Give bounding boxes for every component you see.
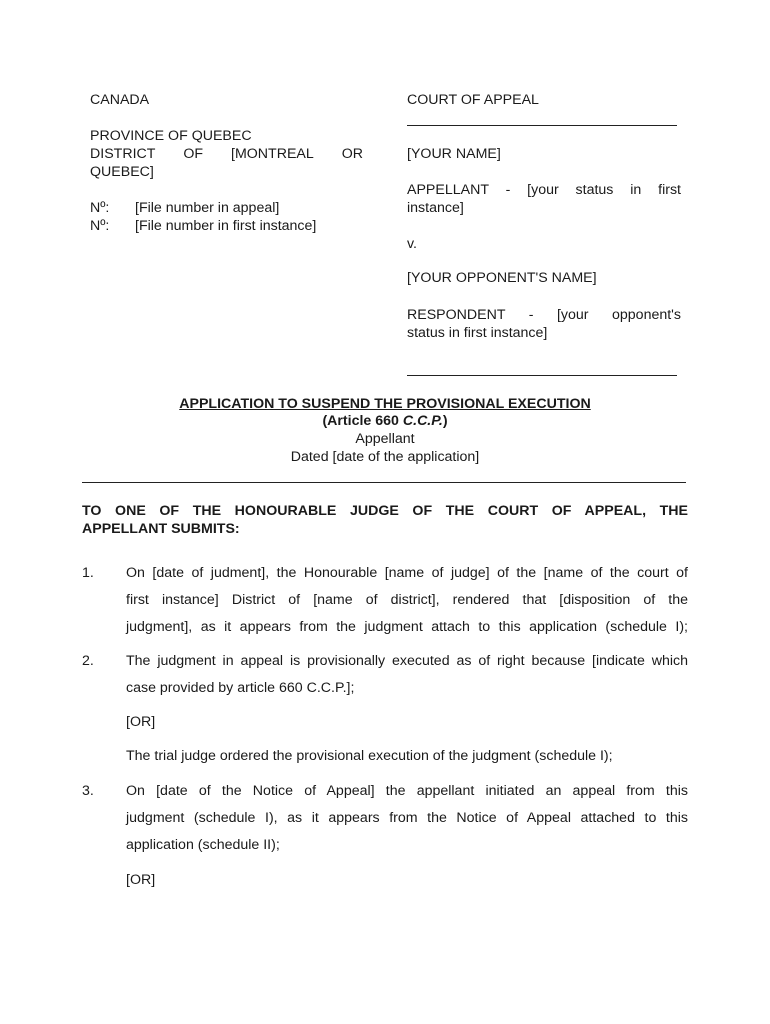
paragraph-number: 3. [82,783,94,799]
respondent-name: [YOUR OPPONENT'S NAME] [407,270,597,286]
paragraph-line: On [date of the Notice of Appeal] the appellant initiated an appeal from this [126,783,688,799]
versus-label: v. [407,236,417,252]
district-line [90,146,363,162]
paragraph-line: first instance] District of [name of district], rendered that [disposition of the [126,592,688,608]
country-label: CANADA [90,92,150,108]
respondent-status-cont: status in first instance] [407,325,548,341]
title-rule [82,482,686,483]
paragraph-1 [126,565,688,646]
address-line-2: APPELLANT SUBMITS: [82,521,240,537]
appellant-status: APPELLANT - [your status in first [407,182,681,198]
paragraph-line: The judgment in appeal is provisionally executed as of right because [indicate which [126,653,688,669]
alternative-text: The trial judge ordered the provisional execution of the judgment (schedule I); [126,748,613,764]
paragraph-number: 1. [82,565,94,581]
appellant-name: [YOUR NAME] [407,146,501,162]
district-word: [MONTREAL [231,146,314,162]
article-suffix: ) [442,413,448,429]
header-rule [407,375,677,376]
party-label: Appellant [355,431,415,447]
article-code: C.C.P. [402,413,443,429]
paragraph-3 [126,783,688,864]
file-number-label: Nº: [90,200,110,216]
article-prefix: (Article 660 [322,413,403,429]
district-line-2: QUEBEC] [90,164,154,180]
header-rule [407,125,677,126]
or-marker: [OR] [126,714,156,730]
respondent-status: RESPONDENT - [your opponent's [407,307,681,323]
province-label: PROVINCE OF QUEBEC [90,128,252,144]
file-number-value: [File number in first instance] [135,218,317,234]
paragraph-number: 2. [82,653,94,669]
document-title: APPLICATION TO SUSPEND THE PROVISIONAL EXECUTION [179,396,591,412]
file-number-value: [File number in appeal] [135,200,280,216]
appellant-status-cont: instance] [407,200,464,216]
paragraph-line: judgment (schedule I), as it appears from the Notice of Appeal attached to this [126,810,688,826]
paragraph-line: On [date of judment], the Honourable [name of judge] of the [name of the court of [126,565,688,581]
paragraph-line: case provided by article 660 C.C.P.]; [126,680,355,696]
district-word: OR [341,146,363,162]
file-number-label: Nº: [90,218,110,234]
paragraph-line: application (schedule II); [126,837,280,853]
or-marker: [OR] [126,872,156,888]
article-reference [0,413,770,429]
address-line: TO ONE OF THE HONOURABLE JUDGE OF THE COURT OF APPEAL, THE [82,503,688,519]
paragraph-2 [126,653,688,707]
paragraph-line: judgment], as it appears from the judgment attach to this application (schedule I); [126,619,688,635]
district-word: DISTRICT [90,146,156,162]
district-word: OF [183,146,204,162]
dated-label: Dated [date of the application] [290,449,480,465]
court-label: COURT OF APPEAL [407,92,539,108]
